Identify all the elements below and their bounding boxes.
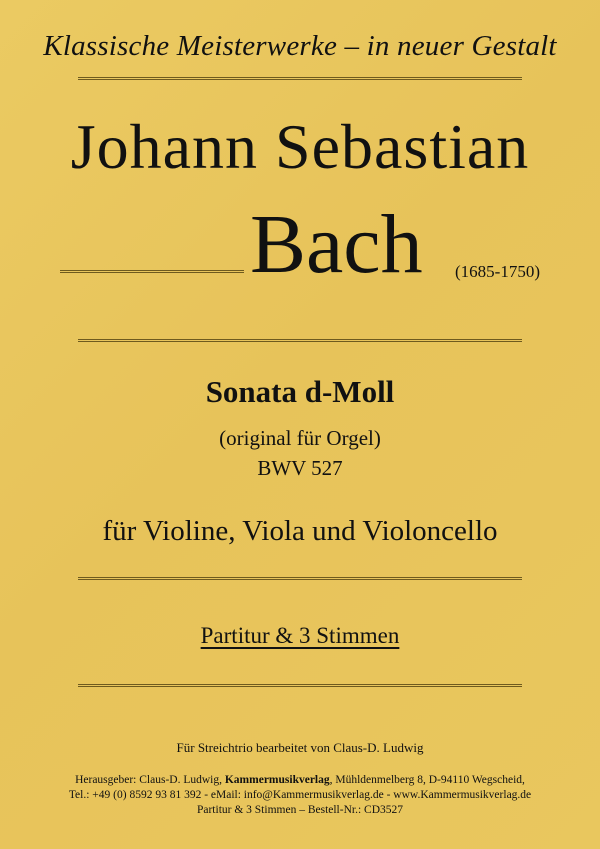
instrumentation: für Violine, Viola und Violoncello — [102, 515, 498, 547]
publisher-line-1 — [0, 773, 600, 788]
arranger-note: Für Streichtrio bearbeitet von Claus-D. Ludwig — [176, 740, 424, 755]
publisher-contact: Tel.: +49 (0) 8592 93 81 392 - eMail: info@Kammermusikverlag.de - www.Kammermusikverlag.de — [68, 789, 532, 801]
publisher-prefix: Herausgeber: Claus-D. Ludwig, — [75, 774, 225, 786]
publisher-address: , Mühldenmelberg 8, D-94110 Wegscheid, — [329, 774, 525, 786]
publisher-name: Kammermusikverlag — [224, 774, 330, 786]
divider-lower — [78, 684, 522, 687]
divider-middle — [78, 577, 522, 580]
composer-first-name: Johann Sebastian — [70, 111, 530, 182]
work-title: Sonata d-Moll — [205, 374, 395, 409]
edition-label: Partitur & 3 Stimmen — [200, 623, 400, 648]
series-title: Klassische Meisterwerke – in neuer Gestalt — [43, 30, 557, 62]
composer-years: (1685-1750) — [455, 262, 540, 281]
composer-last-name: Bach — [250, 198, 423, 291]
divider-upper — [78, 339, 522, 342]
order-number: Partitur & 3 Stimmen – Bestell-Nr.: CD3527 — [196, 804, 404, 816]
work-subtitle: (original für Orgel) — [219, 426, 381, 450]
divider-name-left — [60, 270, 244, 273]
catalog-number: BWV 527 — [257, 456, 343, 480]
divider-top — [78, 77, 522, 80]
